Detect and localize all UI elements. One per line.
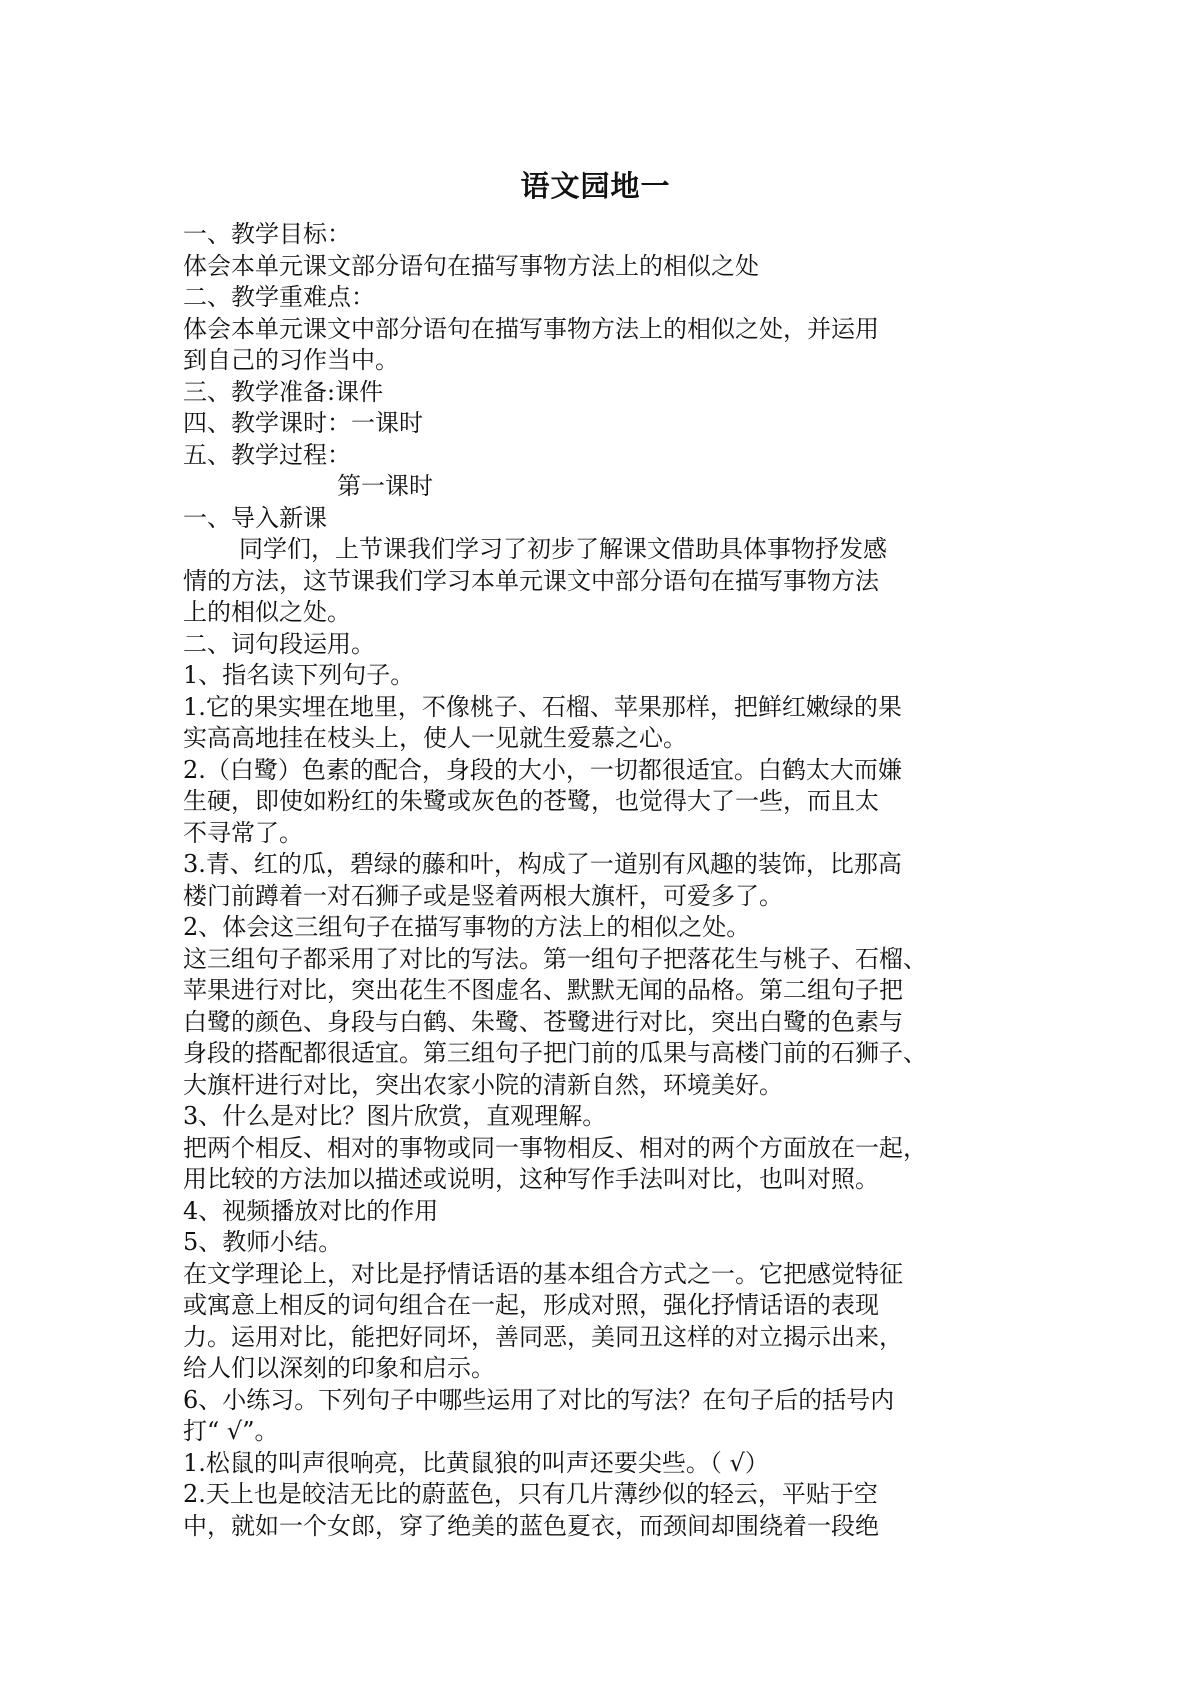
list-item: 3、什么是对比？图片欣赏，直观理解。 bbox=[183, 1102, 607, 1130]
text-line: 楼门前蹲着一对石狮子或是竖着两根大旗杆，可爱多了。 bbox=[183, 881, 783, 910]
text-line: 打“ √”。 bbox=[183, 1417, 279, 1445]
text-line: 3.青、红的瓜，碧绿的藤和叶，构成了一道别有风趣的装饰，比那高 bbox=[183, 850, 902, 878]
text-line: 或寓意上相反的词句组合在一起，形成对照，强化抒情话语的表现 bbox=[183, 1291, 879, 1319]
document-body bbox=[183, 219, 1021, 1542]
text-line: 体会本单元课文中部分语句在描写事物方法上的相似之处，并运用 bbox=[183, 314, 879, 343]
text-line: 上的相似之处。 bbox=[183, 598, 351, 626]
text-line: 1.松鼠的叫声很响亮，比黄鼠狼的叫声还要尖些。（ √） bbox=[183, 1448, 769, 1477]
list-item: 6、小练习。下列句子中哪些运用了对比的写法？在句子后的括号内 bbox=[183, 1385, 895, 1414]
heading-objectives: 一、教学目标： bbox=[183, 220, 351, 248]
text-line: 给人们以深刻的印象和启示。 bbox=[183, 1354, 495, 1382]
text-line: 生硬，即使如粉红的朱鹭或灰色的苍鹭，也觉得大了一些，而且太 bbox=[183, 787, 879, 815]
text-line: 体会本单元课文部分语句在描写事物方法上的相似之处 bbox=[183, 251, 759, 280]
heading-preparation: 三、教学准备:课件 bbox=[183, 377, 384, 406]
text-line: 大旗杆进行对比，突出农家小院的清新自然，环境美好。 bbox=[183, 1070, 783, 1099]
text-line: 2.天上也是皎洁无比的蔚蓝色，只有几片薄纱似的轻云，平贴于空 bbox=[183, 1480, 878, 1508]
heading-intro: 一、导入新课 bbox=[183, 503, 327, 532]
text-line: 2.（白鹭）色素的配合，身段的大小，一切都很适宜。白鹤太大而嫌 bbox=[183, 755, 902, 784]
subheading-first-lesson: 第一课时 bbox=[337, 472, 433, 500]
list-item: 4、视频播放对比的作用 bbox=[183, 1196, 439, 1225]
text-line: 身段的搭配都很适宜。第三组句子把门前的瓜果与高楼门前的石狮子、 bbox=[183, 1039, 927, 1067]
heading-class-hours: 四、教学课时：一课时 bbox=[183, 409, 423, 437]
text-line: 到自己的习作当中。 bbox=[183, 346, 399, 374]
text-line: 情的方法，这节课我们学习本单元课文中部分语句在描写事物方法 bbox=[183, 566, 879, 595]
text-line: 苹果进行对比，突出花生不图虚名、默默无闻的品格。第二组句子把 bbox=[183, 976, 903, 1004]
text-line: 白鹭的颜色、身段与白鹤、朱鹭、苍鹭进行对比，突出白鹭的色素与 bbox=[183, 1007, 903, 1036]
heading-process: 五、教学过程： bbox=[183, 440, 351, 469]
text-line: 这三组句子都采用了对比的写法。第一组句子把落花生与桃子、石榴、 bbox=[183, 944, 927, 973]
text-line: 实高高地挂在枝头上，使人一见就生爱慕之心。 bbox=[183, 724, 687, 752]
text-line: 把两个相反、相对的事物或同一事物相反、相对的两个方面放在一起， bbox=[183, 1133, 927, 1162]
text-line: 力。运用对比，能把好同坏，善同恶，美同丑这样的对立揭示出来， bbox=[183, 1322, 903, 1351]
text-line: 用比较的方法加以描述或说明，这种写作手法叫对比，也叫对照。 bbox=[183, 1165, 879, 1193]
text-line: 中，就如一个女郎，穿了绝美的蓝色夏衣，而颈间却围绕着一段绝 bbox=[183, 1511, 879, 1540]
text-line: 1.它的果实埋在地里，不像桃子、石榴、苹果那样，把鲜红嫩绿的果 bbox=[183, 692, 902, 721]
document-title: 语文园地一 bbox=[520, 169, 671, 203]
text-line: 不寻常了。 bbox=[183, 818, 303, 847]
text-line: 同学们，上节课我们学习了初步了解课文借助具体事物抒发感 bbox=[239, 535, 887, 563]
list-item: 1、指名读下列句子。 bbox=[183, 661, 415, 689]
heading-key-points: 二、教学重难点： bbox=[183, 283, 375, 311]
list-item: 2、体会这三组句子在描写事物的方法上的相似之处。 bbox=[183, 913, 751, 941]
text-line: 在文学理论上，对比是抒情话语的基本组合方式之一。它把感觉特征 bbox=[183, 1259, 903, 1288]
heading-usage: 二、词句段运用。 bbox=[183, 629, 375, 658]
list-item: 5、教师小结。 bbox=[183, 1228, 343, 1256]
